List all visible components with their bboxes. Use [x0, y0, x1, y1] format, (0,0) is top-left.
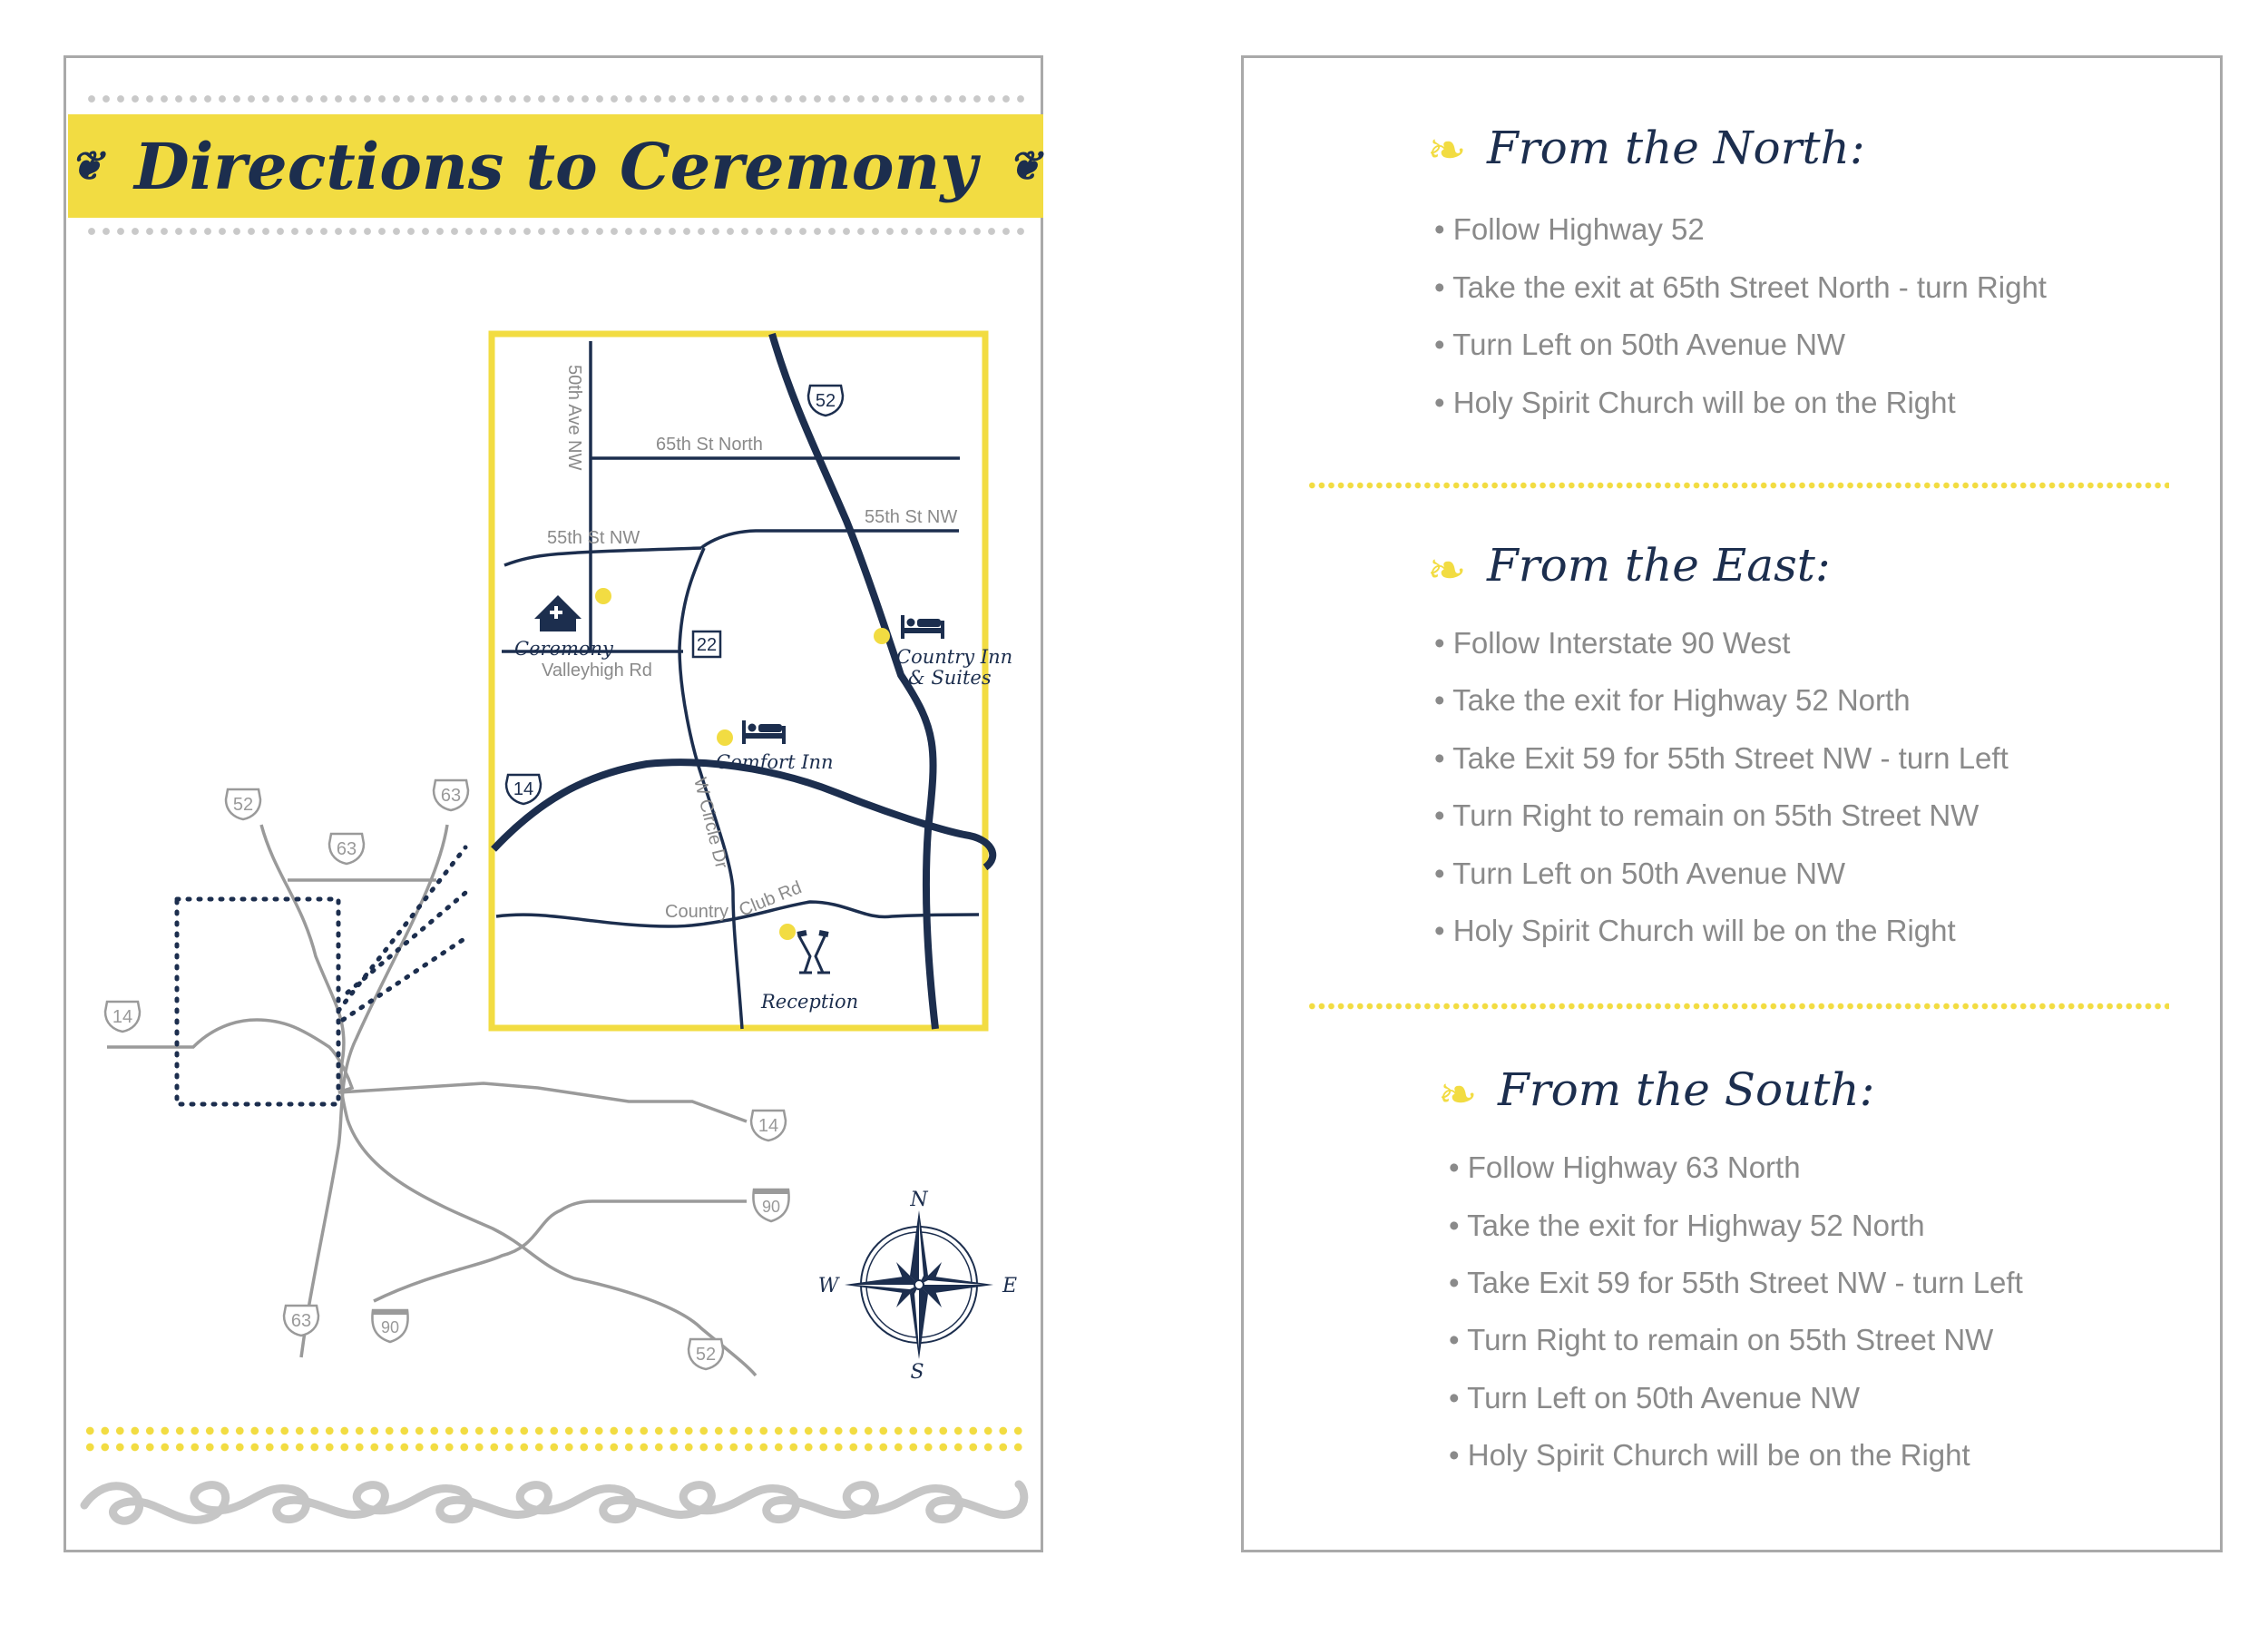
leaf-icon-south: ❧: [1438, 1069, 1478, 1121]
route-shield-52-regional-top: [226, 789, 260, 819]
place-label-reception: Reception: [761, 991, 859, 1013]
street-label-55th-st-left: 55th St NW: [547, 528, 640, 548]
yellow-dot-row-1: [83, 1426, 1026, 1435]
country-inn-marker: [874, 628, 890, 644]
south-step-1: • Follow Highway 63 North: [1449, 1150, 1801, 1184]
place-label-country-inn-line2: & Suites: [908, 667, 992, 689]
street-label-50th-ave: 50th Ave NW: [564, 365, 584, 471]
section-title-east: From the East:: [1487, 539, 1831, 592]
interstate-90-regional: [374, 1201, 747, 1301]
leaf-icon-north: ❧: [1427, 124, 1467, 177]
street-label-country: Country: [665, 902, 729, 922]
leaf-icon-east: ❧: [1427, 544, 1467, 597]
compass-w: W: [817, 1275, 839, 1297]
north-step-3: • Turn Left on 50th Avenue NW: [1434, 328, 1846, 361]
east-step-2: • Take the exit for Highway 52 North: [1434, 683, 1911, 717]
place-label-country-inn-line1: Country Inn: [896, 646, 1013, 668]
svg-text:14: 14: [513, 779, 534, 799]
comfort-inn-marker: [717, 729, 733, 746]
section-divider-1: [1307, 481, 2169, 490]
svg-text:63: 63: [290, 1311, 312, 1331]
east-step-1: • Follow Interstate 90 West: [1434, 626, 1791, 660]
east-step-5: • Turn Left on 50th Avenue NW: [1434, 857, 1846, 890]
interstate-shield-90-regional-bottom: [372, 1310, 407, 1342]
compass-n: N: [910, 1189, 928, 1211]
route-shield-14-regional-right: [751, 1111, 786, 1140]
route-shield-63-regional-mid: [329, 834, 364, 864]
svg-text:63: 63: [440, 786, 462, 806]
north-step-2: • Take the exit at 65th Street North - turn Right: [1434, 270, 2047, 304]
leaf-ornament-right-icon: ❦: [1008, 142, 1041, 190]
route-shield-63-regional-top: [434, 780, 468, 810]
street-label-club-rd: Club Rd: [736, 877, 805, 921]
directions-map: [66, 58, 1042, 1552]
flourish-border-icon: [84, 1484, 1024, 1521]
leaf-ornament-left-icon: ❦: [70, 142, 103, 190]
compass-rose-icon: [818, 1189, 1017, 1384]
south-step-2: • Take the exit for Highway 52 North: [1449, 1209, 1925, 1242]
zoom-region-outline: [177, 847, 465, 1104]
section-title-north: From the North:: [1487, 122, 1865, 174]
svg-text:63: 63: [336, 839, 357, 859]
north-step-1: • Follow Highway 52: [1434, 212, 1705, 246]
south-step-5: • Turn Left on 50th Avenue NW: [1449, 1381, 1861, 1415]
east-step-6: • Holy Spirit Church will be on the Right: [1434, 914, 1956, 947]
south-step-4: • Turn Right to remain on 55th Street NW: [1449, 1323, 1994, 1356]
route-shield-63-regional-bottom: [284, 1306, 318, 1336]
svg-text:90: 90: [380, 1318, 400, 1336]
svg-text:90: 90: [761, 1198, 781, 1216]
svg-text:14: 14: [112, 1007, 133, 1027]
section-title-south: From the South:: [1498, 1063, 1875, 1116]
route-shield-22-inset: [693, 631, 720, 657]
compass-s: S: [910, 1361, 924, 1384]
svg-text:52: 52: [815, 391, 836, 411]
interstate-shield-90-regional-right: [753, 1189, 788, 1221]
reception-marker: [779, 924, 796, 940]
ceremony-marker: [595, 588, 611, 604]
street-label-valleyhigh: Valleyhigh Rd: [542, 661, 652, 680]
svg-text:52: 52: [232, 795, 254, 815]
svg-text:52: 52: [695, 1345, 717, 1365]
south-step-6: • Holy Spirit Church will be on the Right: [1449, 1438, 1970, 1472]
page-title: Directions to Ceremony: [133, 128, 977, 204]
south-step-3: • Take Exit 59 for 55th Street NW - turn Left: [1449, 1266, 2023, 1299]
east-step-3: • Take Exit 59 for 55th Street NW - turn Left: [1434, 741, 2009, 775]
svg-text:14: 14: [758, 1116, 779, 1136]
section-divider-2: [1307, 1002, 2169, 1011]
place-label-ceremony: Ceremony: [514, 638, 613, 660]
street-label-circle-dr: W Circle Dr: [689, 775, 732, 871]
route-shield-52-regional-bottom: [689, 1339, 723, 1369]
ceremony-map-card: [64, 55, 1043, 1552]
yellow-dot-row-2: [83, 1443, 1026, 1452]
directions-sections: [1244, 58, 2220, 1550]
street-label-55th-st-right: 55th St NW: [865, 507, 958, 527]
directions-list-card: [1241, 55, 2223, 1552]
svg-text:22: 22: [696, 635, 718, 655]
north-step-4: • Holy Spirit Church will be on the Right: [1434, 386, 1956, 419]
east-step-4: • Turn Right to remain on 55th Street NW: [1434, 798, 1980, 832]
place-label-comfort-inn: Comfort Inn: [716, 751, 834, 773]
street-label-65th-st: 65th St North: [656, 435, 763, 455]
route-shield-14-regional-left: [105, 1002, 140, 1032]
compass-e: E: [1002, 1275, 1018, 1297]
